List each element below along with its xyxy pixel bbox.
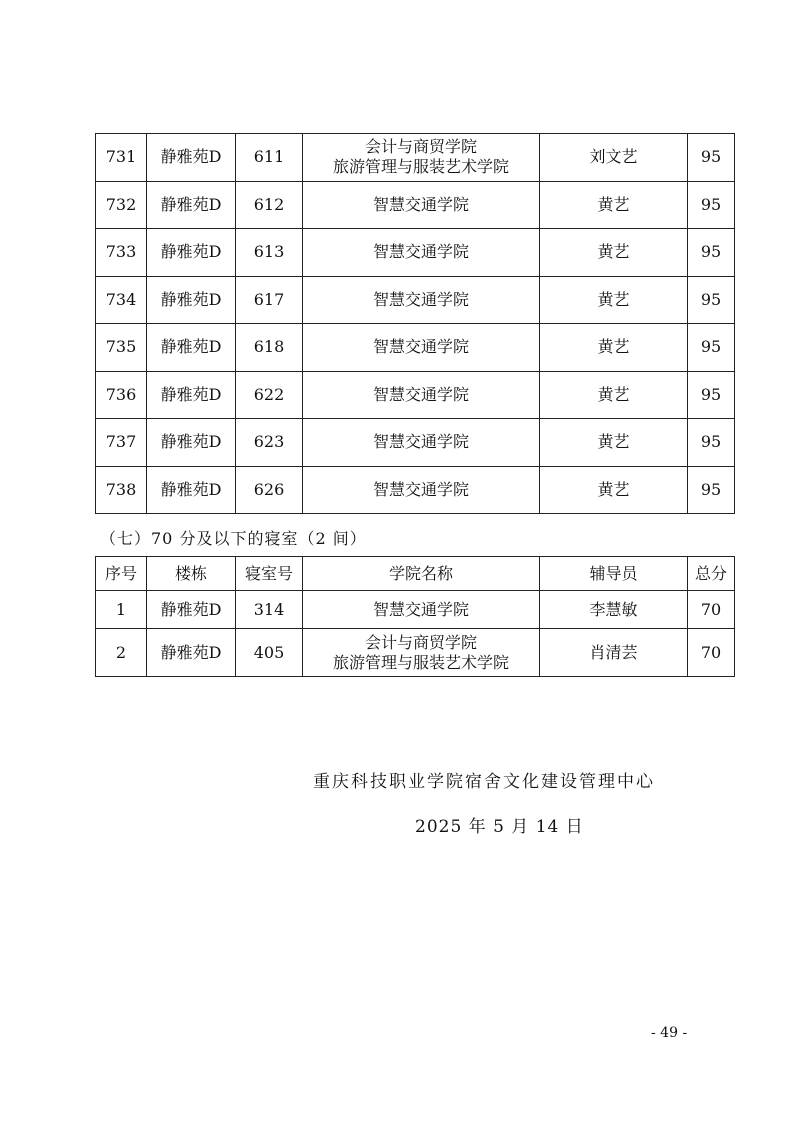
total-score: 95 <box>688 419 735 467</box>
counselor: 肖清芸 <box>540 629 688 677</box>
issuing-organization: 重庆科技职业学院宿舍文化建设管理中心 <box>313 772 655 792</box>
header-room: 寝室号 <box>236 557 303 591</box>
counselor: 黄艺 <box>540 181 688 229</box>
room-number: 611 <box>236 134 303 182</box>
row-number: 2 <box>96 629 147 677</box>
college-name: 智慧交通学院 <box>303 419 540 467</box>
table-row <box>96 591 735 629</box>
college-line-1: 会计与商贸学院 <box>364 137 477 157</box>
college-name <box>303 629 540 677</box>
total-score: 95 <box>688 466 735 514</box>
header-college: 学院名称 <box>303 557 540 591</box>
row-number: 1 <box>96 591 147 629</box>
table-header-row <box>96 557 735 591</box>
room-number: 405 <box>236 629 303 677</box>
page-number: - 49 - <box>651 1025 688 1041</box>
room-number: 617 <box>236 276 303 324</box>
college-name: 智慧交通学院 <box>303 371 540 419</box>
college-name: 智慧交通学院 <box>303 324 540 372</box>
row-number: 737 <box>96 419 147 467</box>
counselor: 黄艺 <box>540 276 688 324</box>
college-name: 智慧交通学院 <box>303 181 540 229</box>
total-score: 95 <box>688 181 735 229</box>
building: 静雅苑D <box>147 276 236 324</box>
row-number: 738 <box>96 466 147 514</box>
row-number: 733 <box>96 229 147 277</box>
counselor: 黄艺 <box>540 466 688 514</box>
building: 静雅苑D <box>147 181 236 229</box>
total-score: 95 <box>688 229 735 277</box>
room-number: 623 <box>236 419 303 467</box>
counselor: 刘文艺 <box>540 134 688 182</box>
table-row <box>96 134 735 182</box>
college-line-2: 旅游管理与服装艺术学院 <box>332 157 509 177</box>
issue-date: 2025 年 5 月 14 日 <box>415 817 584 837</box>
building: 静雅苑D <box>147 371 236 419</box>
total-score: 95 <box>688 371 735 419</box>
total-score: 70 <box>688 629 735 677</box>
total-score: 95 <box>688 134 735 182</box>
college-line-1: 会计与商贸学院 <box>364 632 477 652</box>
college-name: 智慧交通学院 <box>303 466 540 514</box>
table-row <box>96 419 735 467</box>
counselor: 黄艺 <box>540 324 688 372</box>
header-score: 总分 <box>688 557 735 591</box>
building: 静雅苑D <box>147 591 236 629</box>
college-name: 智慧交通学院 <box>303 276 540 324</box>
total-score: 95 <box>688 324 735 372</box>
building: 静雅苑D <box>147 466 236 514</box>
college-name <box>303 134 540 182</box>
table-row <box>96 276 735 324</box>
row-number: 734 <box>96 276 147 324</box>
total-score: 95 <box>688 276 735 324</box>
counselor: 黄艺 <box>540 371 688 419</box>
row-number: 736 <box>96 371 147 419</box>
room-number: 314 <box>236 591 303 629</box>
counselor: 李慧敏 <box>540 591 688 629</box>
table-row <box>96 324 735 372</box>
header-no: 序号 <box>96 557 147 591</box>
total-score: 70 <box>688 591 735 629</box>
table-row <box>96 629 735 677</box>
dorm-score-table-70 <box>95 556 735 677</box>
header-counselor: 辅导员 <box>540 557 688 591</box>
room-number: 622 <box>236 371 303 419</box>
building: 静雅苑D <box>147 629 236 677</box>
building: 静雅苑D <box>147 419 236 467</box>
row-number: 732 <box>96 181 147 229</box>
section-heading: （七）70 分及以下的寝室（2 间） <box>100 529 367 548</box>
building: 静雅苑D <box>147 134 236 182</box>
header-building: 楼栋 <box>147 557 236 591</box>
counselor: 黄艺 <box>540 229 688 277</box>
college-name: 智慧交通学院 <box>303 591 540 629</box>
table-row <box>96 371 735 419</box>
college-line-2: 旅游管理与服装艺术学院 <box>332 652 509 672</box>
room-number: 612 <box>236 181 303 229</box>
row-number: 735 <box>96 324 147 372</box>
table-row <box>96 466 735 514</box>
table-row <box>96 229 735 277</box>
college-name: 智慧交通学院 <box>303 229 540 277</box>
room-number: 618 <box>236 324 303 372</box>
building: 静雅苑D <box>147 324 236 372</box>
room-number: 626 <box>236 466 303 514</box>
building: 静雅苑D <box>147 229 236 277</box>
table-row <box>96 181 735 229</box>
dorm-score-table-95 <box>95 133 735 514</box>
room-number: 613 <box>236 229 303 277</box>
row-number: 731 <box>96 134 147 182</box>
counselor: 黄艺 <box>540 419 688 467</box>
